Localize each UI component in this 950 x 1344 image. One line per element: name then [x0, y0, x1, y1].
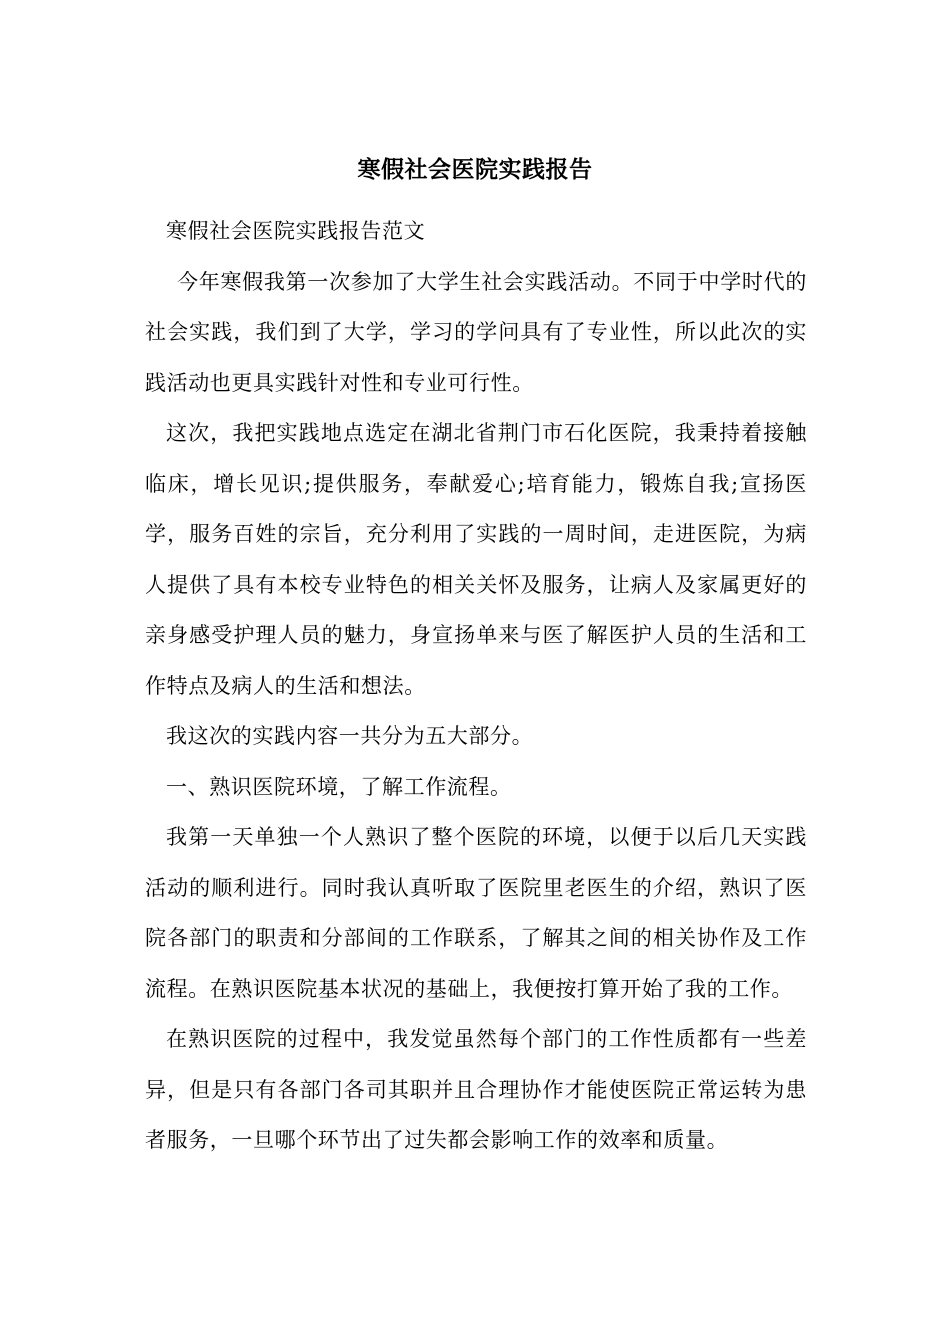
document-body [145, 206, 807, 1166]
paragraph-subtitle: 寒假社会医院实践报告范文 [166, 219, 426, 243]
paragraph-intro: 今年寒假我第一次参加了大学生社会实践活动。不同于中学时代的社会实践，我们到了大学，学习的学问具有了专业性，所以此次的实践活动也更具实践针对性和专业可行性。 [145, 269, 807, 395]
document-title: 寒假社会医院实践报告 [357, 156, 593, 183]
section-heading-1: 一、熟识医院环境，了解工作流程。 [166, 774, 512, 799]
paragraph-overview: 我这次的实践内容一共分为五大部分。 [166, 724, 534, 748]
paragraph-location: 这次，我把实践地点选定在湖北省荆门市石化医院，我秉持着接触临床，增长见识;提供服务，奉献爱心;培育能力，锻炼自我;宣扬医学，服务百姓的宗旨，充分利用了实践的一周时间，走进医院，为病人提供了具有本校专业特色的相关关怀及服务，让病人及家属更好的亲身感受护理人员的魅力，身宣扬单来与医了解医护人员的生活和工作特点及病人的生活和想法。 [145, 421, 807, 698]
paragraph-day-one: 我第一天单独一个人熟识了整个医院的环境，以便于以后几天实践活动的顺利进行。同时我认真听取了医院里老医生的介绍，熟识了医院各部门的职责和分部间的工作联系，了解其之间的相关协作及工作流程。在熟识医院基本状况的基础上，我便按打算开始了我的工作。 [145, 825, 807, 1001]
paragraph-observation: 在熟识医院的过程中，我发觉虽然每个部门的工作性质都有一些差异，但是只有各部门各司其职并且合理协作才能使医院正常运转为患者服务，一旦哪个环节出了过失都会影响工作的效率和质量。 [145, 1027, 807, 1152]
